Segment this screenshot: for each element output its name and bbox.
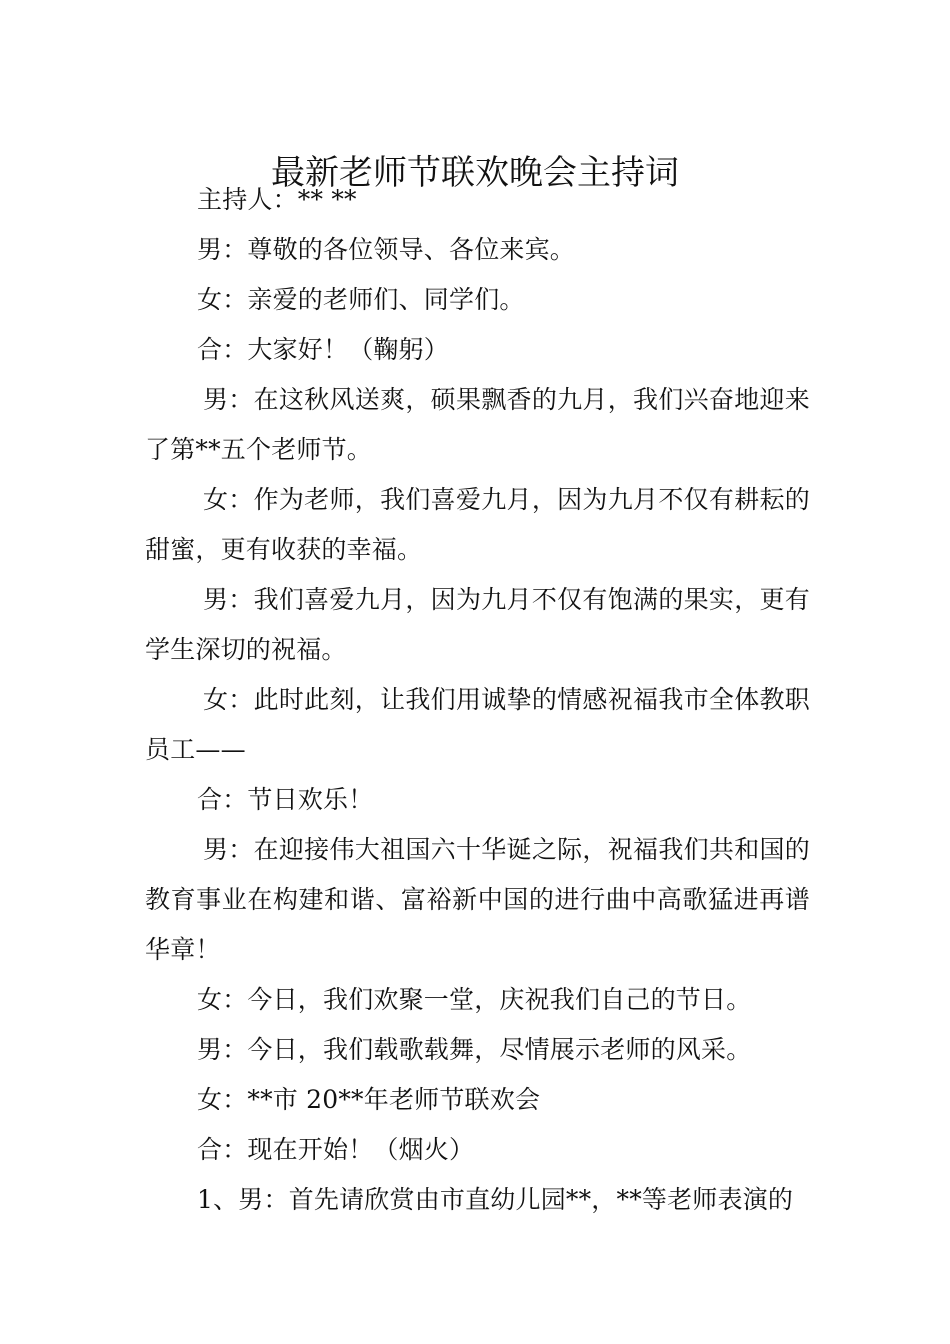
paragraph-host: 主持人：** ** (197, 185, 357, 214)
paragraph-together-happy: 合：节日欢乐！ (197, 785, 374, 814)
document-body (145, 175, 810, 1225)
paragraph-female-gathering: 女：今日，我们欢聚一堂，庆祝我们自己的节日。 (197, 985, 752, 1014)
paragraph-male-autumn: 男：在这秋风送爽，硕果飘香的九月，我们兴奋地迎来了第**五个老师节。 (145, 385, 810, 464)
paragraph-program-one: 1、男：首先请欣赏由市直幼儿园**，**等老师表演的 (197, 1185, 794, 1214)
paragraph-female-wishes: 女：此时此刻，让我们用诚挚的情感祝福我市全体教职员工—— (145, 685, 810, 764)
paragraph-male-dance: 男：今日，我们载歌载舞，尽情展示老师的风采。 (197, 1035, 752, 1064)
paragraph-together-hello: 合：大家好！（鞠躬） (197, 335, 450, 364)
paragraph-male-september: 男：我们喜爱九月，因为九月不仅有饱满的果实，更有学生深切的祝福。 (145, 585, 810, 664)
paragraph-male-anniversary: 男：在迎接伟大祖国六十华诞之际，祝福我们共和国的教育事业在构建和谐、富裕新中国的进行曲中高歌猛进再谱华章！ (145, 835, 810, 964)
paragraph-female-september: 女：作为老师，我们喜爱九月，因为九月不仅有耕耘的甜蜜，更有收获的幸福。 (145, 485, 810, 564)
paragraph-female-event-name: 女：**市 20**年老师节联欢会 (197, 1085, 541, 1114)
paragraph-together-start: 合：现在开始！（烟火） (197, 1135, 475, 1164)
paragraph-male-greeting: 男：尊敬的各位领导、各位来宾。 (197, 235, 576, 264)
document-title: 最新老师节联欢晚会主持词 (271, 152, 679, 193)
paragraph-female-greeting: 女：亲爱的老师们、同学们。 (197, 285, 525, 314)
